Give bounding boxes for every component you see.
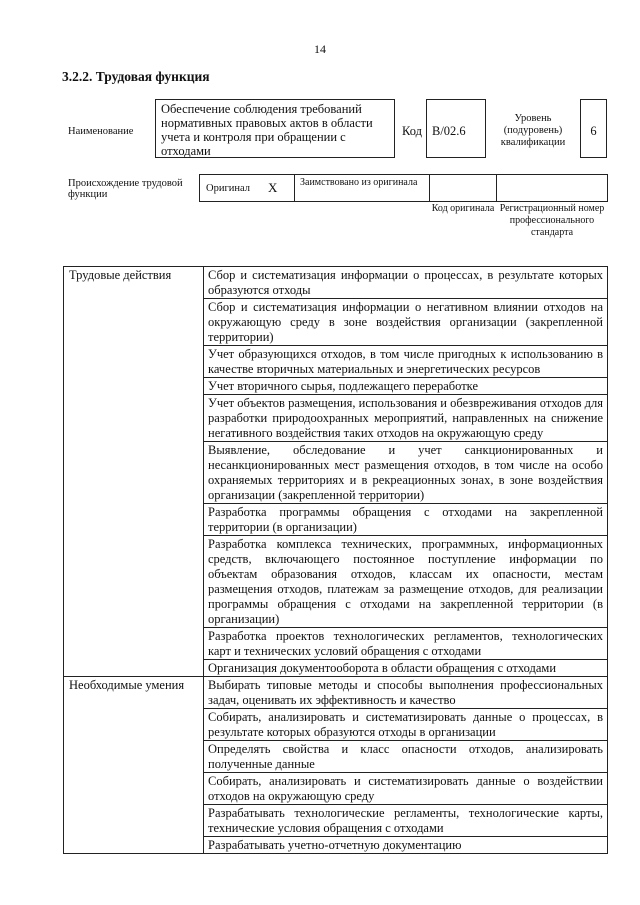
required-skill-item: Собирать, анализировать и систематизировать данные о процессах, в результате которых образуются отходы в организации [204, 709, 608, 741]
qualification-level: 6 [590, 124, 597, 138]
origin-borrowed-cell [294, 174, 430, 202]
required-skill-item: Собирать, анализировать и систематизировать данные о воздействии отходов на окружающую среду [204, 773, 608, 805]
required-skill-row [64, 677, 608, 709]
origin-reg-number-cell [496, 174, 608, 202]
required-skill-item: Разрабатывать технологические регламенты, технологические карты, технические условия обращения с отходами [204, 805, 608, 837]
functions-table [63, 266, 608, 854]
required-skill-group-label: Необходимые умения [64, 677, 204, 854]
origin-label: Происхождение трудовой функции [68, 178, 183, 200]
labor-action-item: Разработка комплекса технических, программных, информационных средств, включающего постоянное поступление информации по объектам образования отходов, классам их опасности, местам размещения отходов, платежам за размещение отходов, для реализации программы обращения с отходами на закрепленной территории (в организации) [204, 536, 608, 628]
origin-code-cell [429, 174, 497, 202]
labor-action-item: Разработка программы обращения с отходами на закрепленной территории (в организации) [204, 504, 608, 536]
code-label: Код [402, 124, 422, 138]
labor-action-item: Сбор и систематизация информации о процессах, в результате которых образуются отходы [204, 267, 608, 299]
labor-action-item: Учет вторичного сырья, подлежащего переработке [204, 378, 608, 395]
name-label: Наименование [68, 126, 134, 137]
level-box [580, 99, 607, 158]
required-skill-item: Определять свойства и класс опасности отходов, анализировать полученные данные [204, 741, 608, 773]
labor-action-item: Разработка проектов технологических регламентов, технологических карт и технических условий обращения с отходами [204, 628, 608, 660]
origin-reg-number-label: Регистрационный номер профессионального стандарта [499, 203, 605, 238]
origin-original-cell [199, 174, 295, 202]
required-skill-item: Разрабатывать учетно-отчетную документацию [204, 837, 608, 854]
page-number: 14 [314, 42, 326, 56]
section-title: 3.2.2. Трудовая функция [62, 69, 210, 84]
code-box [426, 99, 486, 158]
labor-action-item: Учет образующихся отходов, в том числе пригодных к использованию в качестве вторичных материальных и энергетических ресурсов [204, 346, 608, 378]
labor-action-item: Выявление, обследование и учет санкционированных и несанкционированных мест размещения отходов, в том числе на особо охраняемых территориях и в рекреационных зонах, в зоне воздействия организации (закрепленной территории) [204, 442, 608, 504]
qualification-level-label: Уровень (подуровень) квалификации [500, 113, 566, 148]
origin-code-label: Код оригинала [431, 203, 495, 214]
labor-action-item: Сбор и систематизация информации о негативном влиянии отходов на окружающую среду в зоне воздействия организации (закрепленной территории) [204, 299, 608, 346]
origin-borrowed-label: Заимствовано из оригинала [300, 177, 418, 188]
origin-original-mark: X [268, 180, 278, 195]
required-skill-item: Выбирать типовые методы и способы выполнения профессиональных задач, оценивать их эффективность и качество [204, 677, 608, 709]
labor-action-group-label: Трудовые действия [64, 267, 204, 677]
labor-action-item: Учет объектов размещения, использования и обезвреживания отходов для разработки природоохранных мероприятий, направленных на снижение негативного воздействия таких отходов на окружающую среду [204, 395, 608, 442]
name-box [155, 99, 395, 158]
labor-action-row [64, 267, 608, 299]
origin-original-label: Оригинал [206, 183, 250, 194]
function-code: B/02.6 [432, 124, 466, 138]
functions-table-body [64, 267, 608, 854]
labor-action-item: Организация документооборота в области обращения с отходами [204, 660, 608, 677]
function-name: Обеспечение соблюдения требований нормативных правовых актов в области учета и контроля при обращении с отходами [161, 102, 373, 158]
